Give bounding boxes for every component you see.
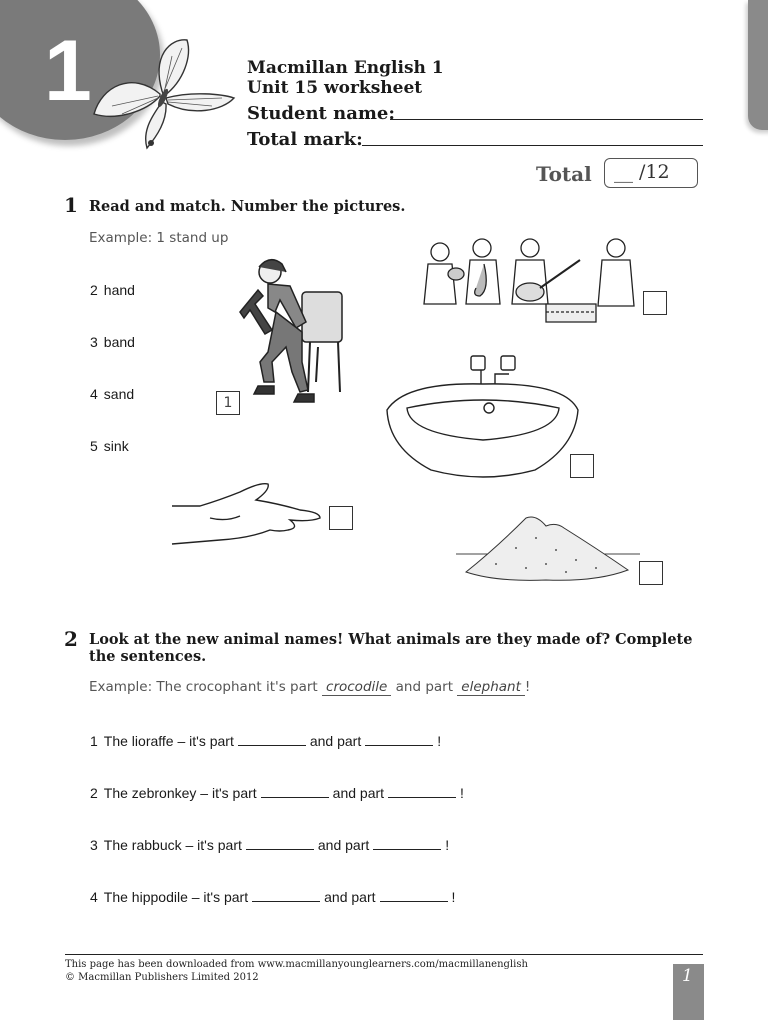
worksheet-title: Macmillan English 1 <box>247 58 444 78</box>
answer-blank[interactable] <box>252 889 320 902</box>
q2-item: 1 The lioraffe – it's part and part ! <box>90 733 442 749</box>
answer-blank[interactable] <box>261 785 329 798</box>
q2-instruction: Look at the new animal names! What animals are they made of? Complete the sentences. <box>89 631 693 665</box>
q1-number: 1 <box>64 193 78 217</box>
example-answer-2: elephant <box>457 679 525 696</box>
page-number: 1 <box>682 966 693 986</box>
q2-item: 4 The hippodile – it's part and part ! <box>90 889 456 905</box>
total-label: Total <box>536 162 592 186</box>
butterfly-icon <box>92 36 237 154</box>
total-value[interactable]: __ /12 <box>614 161 670 183</box>
answer-blank[interactable] <box>246 837 314 850</box>
q1-item: 2 hand <box>90 282 135 298</box>
q1-instruction: Read and match. Number the pictures. <box>89 198 406 215</box>
answer-blank[interactable] <box>380 889 448 902</box>
answer-blank[interactable] <box>373 837 441 850</box>
q1-example: Example: 1 stand up <box>89 230 229 246</box>
q2-example: Example: The crocophant it's part crocodile and part elephant ! <box>89 679 531 695</box>
q2-item: 3 The rabbuck – it's part and part ! <box>90 837 450 853</box>
answer-box-stand-up[interactable]: 1 <box>216 391 240 415</box>
q1-item: 5 sink <box>90 438 129 454</box>
worksheet-subtitle: Unit 15 worksheet <box>247 78 423 98</box>
answer-blank[interactable] <box>388 785 456 798</box>
q2-item: 2 The zebronkey – it's part and part ! <box>90 785 464 801</box>
footer-source: This page has been downloaded from www.macmillanyounglearners.com/macmillanenglish <box>65 959 528 970</box>
answer-blank[interactable] <box>238 733 306 746</box>
answer-box-sink[interactable] <box>570 454 594 478</box>
unit-badge-number: 1 <box>44 23 92 119</box>
girl-standing-up-icon <box>230 252 350 412</box>
student-name-field[interactable] <box>390 119 703 120</box>
q1-item: 3 band <box>90 334 135 350</box>
answer-box-hand[interactable] <box>329 506 353 530</box>
sink-icon <box>385 352 580 482</box>
footer-divider <box>65 954 703 955</box>
answer-box-band[interactable] <box>643 291 667 315</box>
answer-blank[interactable] <box>365 733 433 746</box>
hand-icon <box>170 478 325 548</box>
total-mark-label: Total mark: <box>247 129 363 150</box>
example-answer-1: crocodile <box>322 679 391 696</box>
q1-item: 4 sand <box>90 386 135 402</box>
q2-number: 2 <box>64 627 78 651</box>
band-icon <box>420 234 640 326</box>
sand-icon <box>456 508 640 588</box>
side-tab <box>748 0 768 130</box>
student-name-label: Student name: <box>247 103 395 124</box>
footer-copyright: © Macmillan Publishers Limited 2012 <box>65 972 259 983</box>
answer-box-sand[interactable] <box>639 561 663 585</box>
total-mark-field[interactable] <box>362 145 703 146</box>
